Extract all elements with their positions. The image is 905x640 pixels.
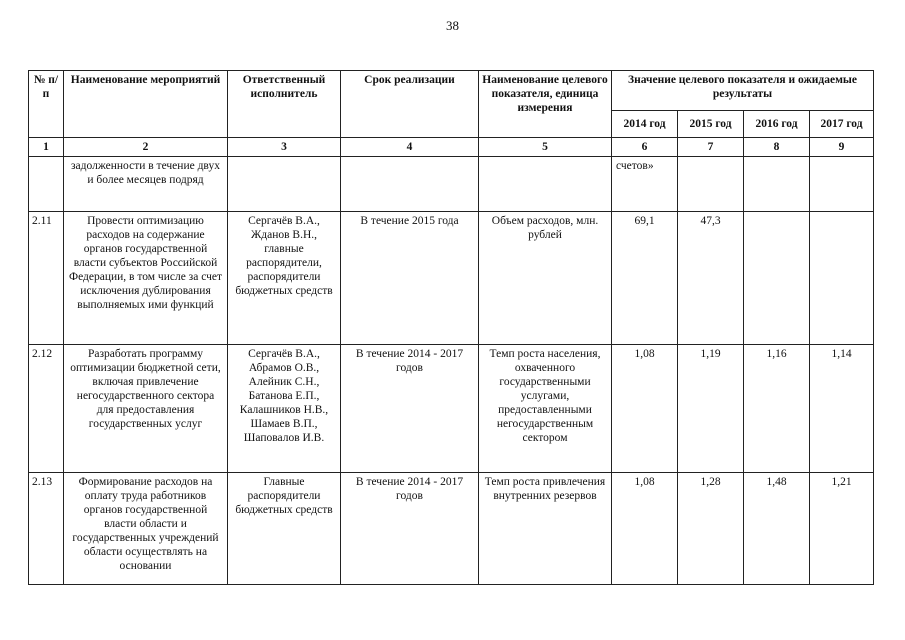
row-value-2014: 69,1: [612, 212, 678, 345]
row-period: В течение 2014 - 2017 годов: [341, 473, 479, 585]
column-number: 6: [612, 138, 678, 157]
row-num: [29, 157, 64, 212]
row-period: В течение 2014 - 2017 годов: [341, 345, 479, 473]
row-value-2015: 1,28: [678, 473, 744, 585]
row-num: 2.13: [29, 473, 64, 585]
row-value-2017: 1,21: [810, 473, 874, 585]
row-value-2014: 1,08: [612, 345, 678, 473]
row-value-2016: 1,16: [744, 345, 810, 473]
row-responsible: Сергачёв В.А., Жданов В.Н., главные распорядители, распорядители бюджетных средств: [228, 212, 341, 345]
header-indicator: Наименование целевого показателя, единица измерения: [479, 71, 612, 138]
header-year-2014: 2014 год: [612, 111, 678, 138]
column-number: 4: [341, 138, 479, 157]
row-value-2016: [744, 157, 810, 212]
column-number: 9: [810, 138, 874, 157]
row-indicator: Темп роста привлечения внутренних резервов: [479, 473, 612, 585]
header-year-2015: 2015 год: [678, 111, 744, 138]
row-value-2014: 1,08: [612, 473, 678, 585]
row-value-2016: [744, 212, 810, 345]
column-number: 2: [64, 138, 228, 157]
measures-table: [28, 70, 874, 585]
header-event: Наименование мероприятий: [64, 71, 228, 138]
row-value-2015: 47,3: [678, 212, 744, 345]
column-number: 1: [29, 138, 64, 157]
row-responsible: Сергачёв В.А., Абрамов О.В., Алейник С.Н., Батанова Е.П., Калашников Н.В., Шамаев В.П., Шаповалов И.В.: [228, 345, 341, 473]
row-event: Формирование расходов на оплату труда работников органов государственной власти области и государственных учреждений области осуществлять на основании: [64, 473, 228, 585]
row-event: задолженности в течение двух и более месяцев подряд: [64, 157, 228, 212]
header-year-2017: 2017 год: [810, 111, 874, 138]
row-value-2016: 1,48: [744, 473, 810, 585]
row-indicator: Темп роста населения, охваченного государственными услугами, предоставленными негосударственным сектором: [479, 345, 612, 473]
header-num: № п/п: [29, 71, 64, 138]
row-responsible: [228, 157, 341, 212]
column-number: 7: [678, 138, 744, 157]
row-value-2014: счетов»: [612, 157, 678, 212]
row-period: [341, 157, 479, 212]
row-value-2017: [810, 212, 874, 345]
row-period: В течение 2015 года: [341, 212, 479, 345]
table-row: [29, 345, 874, 473]
column-number: 5: [479, 138, 612, 157]
row-event: Разработать программу оптимизации бюджетной сети, включая привлечение негосударственного сектора для предоставления государственных услуг: [64, 345, 228, 473]
header-responsible: Ответственный исполнитель: [228, 71, 341, 138]
row-num: 2.11: [29, 212, 64, 345]
page-number: 38: [446, 18, 459, 33]
table-row: [29, 212, 874, 345]
row-value-2015: 1,19: [678, 345, 744, 473]
table-row: [29, 473, 874, 585]
row-value-2017: [810, 157, 874, 212]
row-responsible: Главные распорядители бюджетных средств: [228, 473, 341, 585]
row-num: 2.12: [29, 345, 64, 473]
column-number: 3: [228, 138, 341, 157]
row-indicator: Объем расходов, млн. рублей: [479, 212, 612, 345]
header-period: Срок реализации: [341, 71, 479, 138]
column-number: 8: [744, 138, 810, 157]
table-row: [29, 157, 874, 212]
row-value-2017: 1,14: [810, 345, 874, 473]
row-value-2015: [678, 157, 744, 212]
column-numbers-row: [29, 138, 874, 157]
header-year-2016: 2016 год: [744, 111, 810, 138]
header-row: [29, 71, 874, 111]
row-event: Провести оптимизацию расходов на содержание органов государственной власти субъектов Российской Федерации, в том числе за счет исключения дублирования выполняемых ими функций: [64, 212, 228, 345]
row-indicator: [479, 157, 612, 212]
header-values-group: Значение целевого показателя и ожидаемые результаты: [612, 71, 874, 111]
